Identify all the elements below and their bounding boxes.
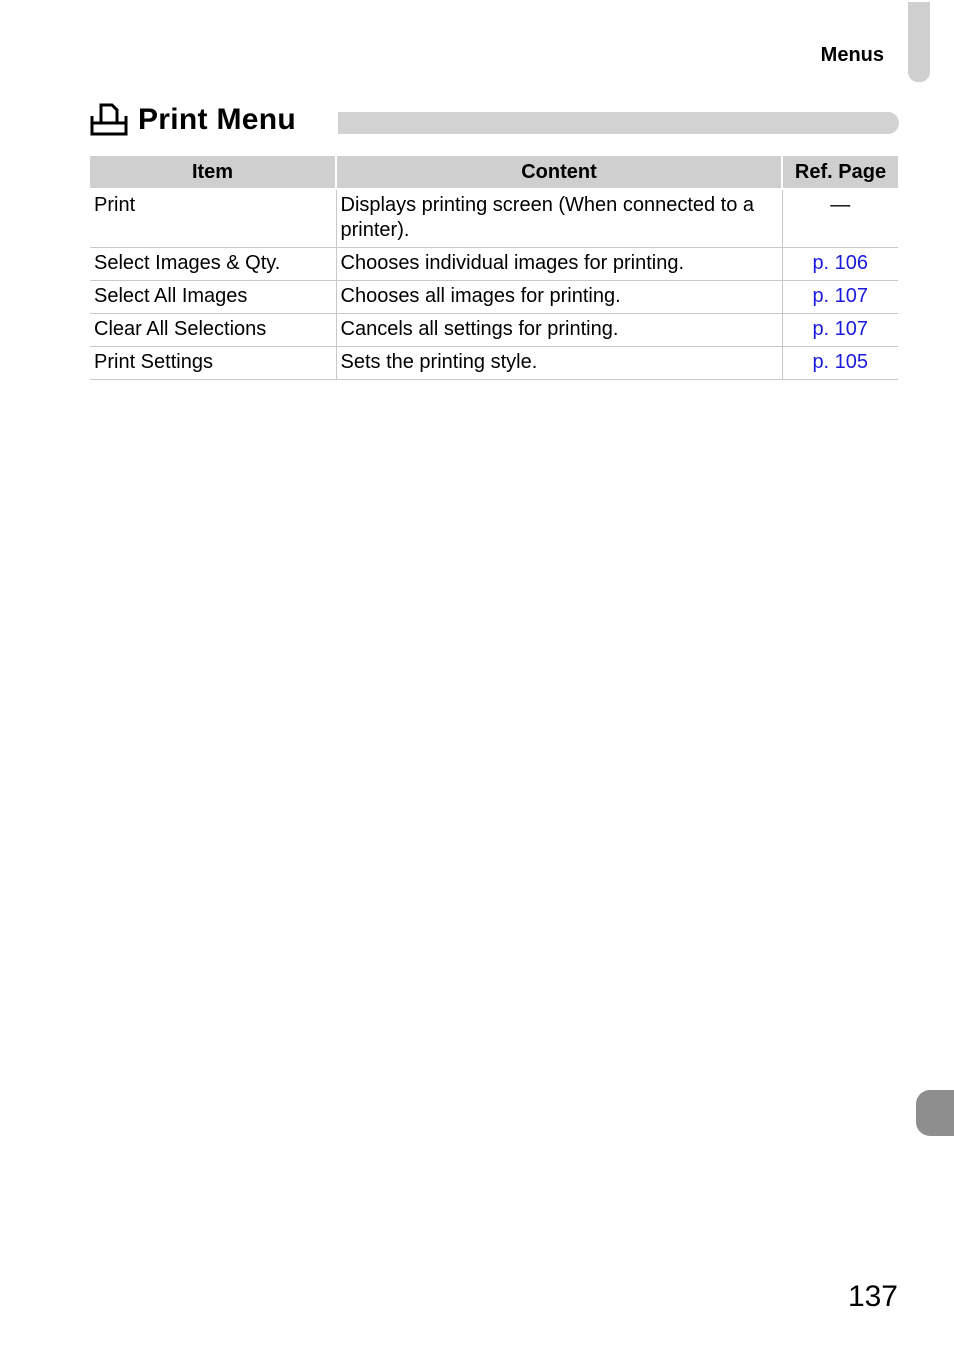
row-ref [782,281,898,314]
row-ref [782,189,898,248]
ref-none: — [830,194,851,216]
row-content: Chooses individual images for printing. [336,248,782,281]
table-row [90,248,898,281]
ref-page-link[interactable]: p. 106 [812,252,869,274]
column-header-content: Content [336,156,782,189]
ref-page-link[interactable]: p. 107 [812,318,869,340]
print-menu-table [90,156,898,380]
row-item: Print [90,189,336,248]
table-row [90,347,898,380]
row-content: Displays printing screen (When connected to a printer). [336,189,782,248]
row-ref [782,347,898,380]
printer-icon [90,103,128,137]
row-content: Chooses all images for printing. [336,281,782,314]
table-row [90,281,898,314]
column-header-ref-page: Ref. Page [782,156,898,189]
chapter-tab-bottom [916,1090,954,1136]
chapter-tab-top [908,2,930,82]
page-number: 137 [847,1280,898,1313]
row-item: Select Images & Qty. [90,248,336,281]
row-item: Clear All Selections [90,314,336,347]
row-content: Cancels all settings for printing. [336,314,782,347]
section-label: Menus [820,44,884,66]
row-ref [782,314,898,347]
ref-page-link[interactable]: p. 105 [812,351,869,373]
row-item: Print Settings [90,347,336,380]
heading-rule [338,112,899,134]
page-heading [90,100,296,140]
page-title: Print Menu [138,103,296,136]
row-ref [782,248,898,281]
row-content: Sets the printing style. [336,347,782,380]
table-row [90,314,898,347]
table-row [90,189,898,248]
ref-page-link[interactable]: p. 107 [812,285,869,307]
table-header-row [90,156,898,189]
row-item: Select All Images [90,281,336,314]
column-header-item: Item [90,156,336,189]
